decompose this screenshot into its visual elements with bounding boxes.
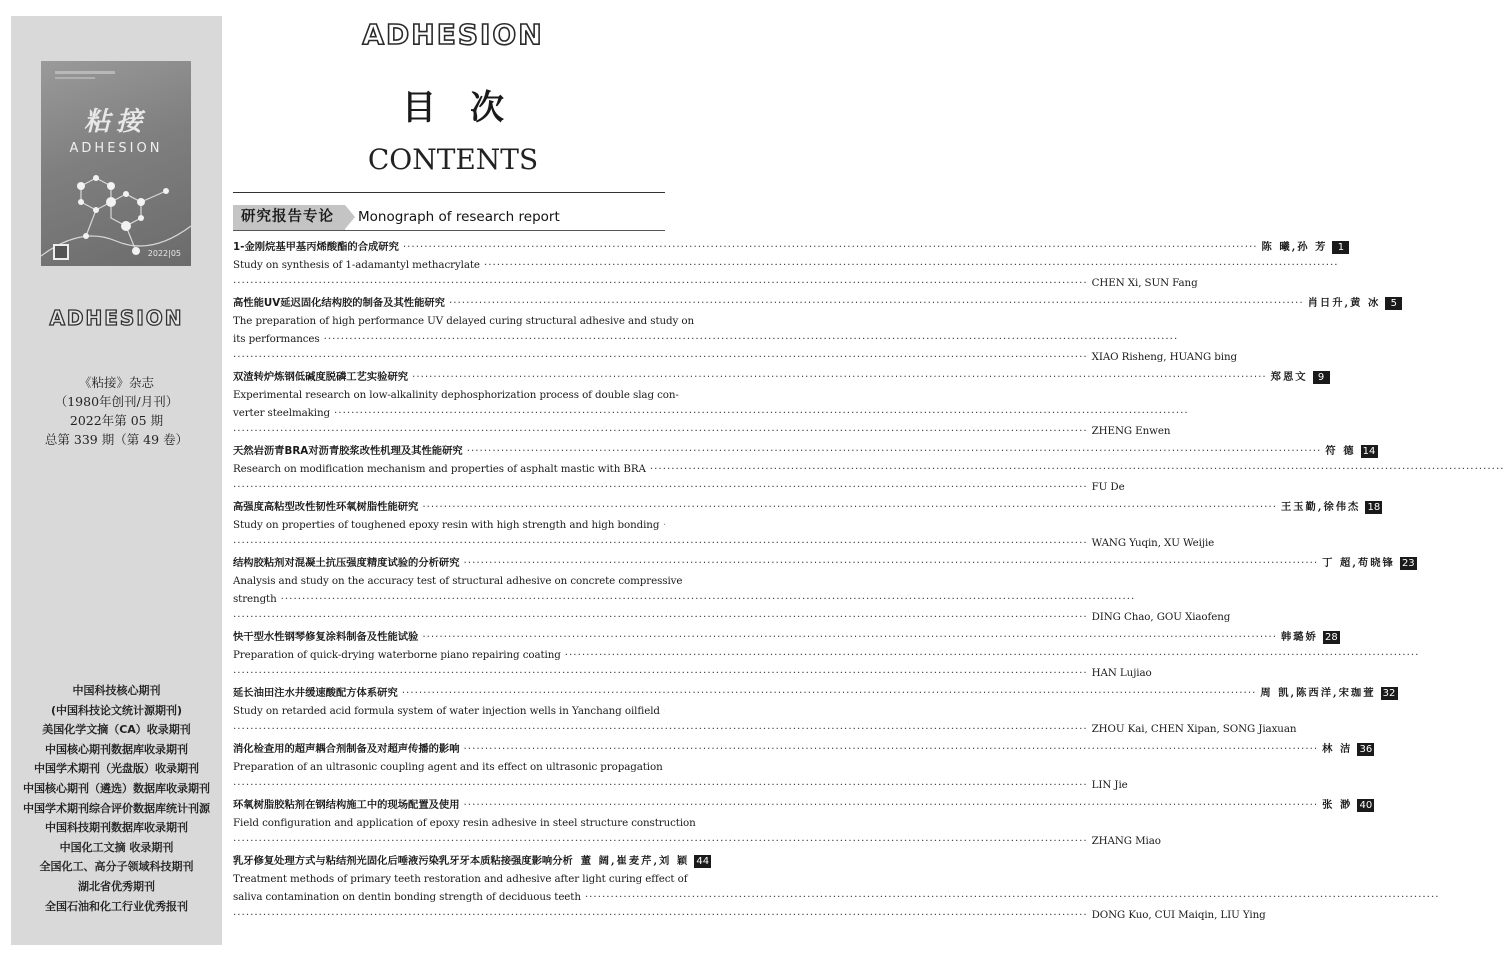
leader-dots: ········································································································································································································ <box>466 445 1322 457</box>
authors-cn: 周 凯,陈西洋,宋珈萱 <box>1260 687 1376 699</box>
index-item: 中国科技核心期刊 <box>72 684 161 697</box>
leader-dots: ········································································································································································································ <box>422 631 1277 643</box>
leader-dots: ········································································································································································································ <box>233 779 1088 791</box>
indexing-list <box>11 681 222 916</box>
article-title-en[interactable]: Study on synthesis of 1-adamantyl methacrylate <box>233 256 484 274</box>
section-arrow <box>345 205 355 229</box>
toc-line-authors-en <box>233 776 1128 794</box>
toc-line-en <box>233 256 1339 274</box>
page-number[interactable]: 1 <box>1332 241 1349 254</box>
article-title-cn[interactable]: 结构胶粘剂对混凝土抗压强度精度试验的分析研究 <box>233 554 464 572</box>
toc-tail <box>1256 684 1397 702</box>
article-title-cn[interactable]: 乳牙修复处理方式与粘结剂光固化后唾液污染乳牙牙本质粘接强度影响分析 <box>233 852 577 870</box>
article-title-en[interactable]: Preparation of an ultrasonic coupling agent and its effect on ultrasonic propagation <box>233 758 667 776</box>
toc-line-en <box>233 572 683 590</box>
leader-dots: ········································································································································································································ <box>233 909 1088 921</box>
toc-line-authors-en <box>233 906 1266 924</box>
toc-line-cn <box>233 684 1396 702</box>
article-title-en[interactable]: Experimental research on low-alkalinity dephosphorization process of double slag con- <box>233 389 679 401</box>
toc-line-cn <box>233 628 1338 646</box>
toc-row <box>233 758 665 776</box>
authors-cn: 张 渺 <box>1322 799 1353 811</box>
leader-dots: ········································································································································································································ <box>463 799 1319 811</box>
article-title-cn[interactable]: 1-金刚烷基甲基丙烯酸酯的合成研究 <box>233 238 403 256</box>
toc-tail <box>1304 294 1403 312</box>
article-title-cn[interactable]: 高性能UV延迟固化结构胶的制备及其性能研究 <box>233 294 449 312</box>
cover-title-en: ADHESION <box>69 141 163 156</box>
leader-dots: ········································································································································································································ <box>323 333 1179 345</box>
toc-line-cn <box>233 796 1373 814</box>
toc-row <box>233 832 1161 850</box>
toc-entry[interactable] <box>233 796 1373 850</box>
leader-dots: ········································································································································································································ <box>649 463 1505 475</box>
authors-en: ZHENG Enwen <box>1088 422 1173 440</box>
toc-row <box>233 852 710 870</box>
toc-tail <box>1321 442 1377 460</box>
toc-entry[interactable] <box>233 238 1345 292</box>
article-title-en[interactable]: strength <box>233 590 281 608</box>
toc-line-authors-en <box>233 274 1198 292</box>
toc-tail <box>1318 796 1374 814</box>
authors-en: ZHANG Miao <box>1088 832 1163 850</box>
article-title-cn[interactable]: 高强度高粘型改性韧性环氧树脂性能研究 <box>233 498 422 516</box>
toc-row <box>233 274 1198 292</box>
toc-row <box>233 684 1396 702</box>
toc-row <box>233 404 1189 422</box>
index-item: 中国科技期刊数据库收录期刊 <box>45 821 188 835</box>
toc-tail <box>1277 498 1382 516</box>
toc-row <box>233 294 1397 312</box>
toc-row <box>233 888 1440 906</box>
journal-info <box>11 373 222 449</box>
toc-line-cn <box>233 294 1397 312</box>
authors-en: XIAO Risheng, HUANG bing <box>1088 348 1239 366</box>
article-title-en[interactable]: Preparation of quick-drying waterborne piano repairing coating <box>233 646 565 664</box>
article-title-en[interactable]: Analysis and study on the accuracy test of structural adhesive on concrete compressive <box>233 575 683 587</box>
leader-dots: ········································································································································································································ <box>412 371 1267 383</box>
toc-row <box>233 554 1415 572</box>
toc-line-en <box>233 888 1440 906</box>
leader-dots: ········································································································································································································ <box>233 425 1088 437</box>
toc-list <box>233 238 1505 926</box>
leader-dots: ········································································································································································································ <box>233 611 1088 623</box>
page-number[interactable]: 23 <box>1400 557 1417 570</box>
leader-dots: ········································································································································································································ <box>401 687 1257 699</box>
toc-row <box>233 368 1325 386</box>
article-title-en[interactable]: verter steelmaking <box>233 404 334 422</box>
toc-line-authors-en <box>233 720 1297 738</box>
leader-dots: ········································································································································································································ <box>448 297 1304 309</box>
toc-tail <box>1267 368 1330 386</box>
leader-dots: ········································································································································································································ <box>334 407 1189 419</box>
toc-row <box>233 906 1266 924</box>
article-title-en[interactable]: Field configuration and application of epoxy resin adhesive in steel structure construction <box>233 814 700 832</box>
authors-en: WANG Yuqin, XU Weijie <box>1088 534 1217 552</box>
page-number[interactable]: 44 <box>694 855 711 868</box>
authors-en: ZHOU Kai, CHEN Xipan, SONG Jiaxuan <box>1088 720 1299 738</box>
toc-line-cn <box>233 368 1325 386</box>
leader-dots: ········································································································································································································ <box>584 891 1440 903</box>
toc-row <box>233 348 1237 366</box>
leader-dots: ········································································································································································································ <box>233 667 1088 679</box>
toc-line-authors-en <box>233 534 1215 552</box>
toc-entry[interactable] <box>233 498 1381 552</box>
toc-row <box>233 796 1373 814</box>
toc-row <box>233 720 1297 738</box>
article-title-cn[interactable]: 环氧树脂胶粘剂在钢结构施工中的现场配置及使用 <box>233 796 464 814</box>
toc-row <box>233 498 1381 516</box>
leader-dots: ········································································································································································································ <box>233 537 1088 549</box>
toc-line-cn <box>233 852 710 870</box>
sidebar-logo: ADHESION <box>49 306 184 330</box>
qr-code-icon <box>53 244 69 260</box>
toc-line-en <box>233 814 696 832</box>
leader-dots: ········································································································································································································ <box>463 557 1319 569</box>
toc-line-en <box>233 330 1179 348</box>
toc-row <box>233 702 665 720</box>
article-title-en[interactable]: its performances <box>233 330 324 348</box>
article-title-cn[interactable]: 消化检查用的超声耦合剂制备及对超声传播的影响 <box>233 740 464 758</box>
section-header <box>233 205 665 230</box>
article-title-cn[interactable]: 快干型水性钢琴修复涂料制备及性能试验 <box>233 628 422 646</box>
authors-cn: 王玉勤,徐伟杰 <box>1280 501 1361 513</box>
leader-dots: ········································································································································································································ <box>483 259 1339 271</box>
toc-entry[interactable] <box>233 368 1325 440</box>
toc-tail <box>1318 554 1417 572</box>
page-number[interactable]: 40 <box>1357 799 1374 812</box>
toc-line-authors-en <box>233 664 1152 682</box>
toc-line-cn <box>233 238 1345 256</box>
toc-line-cn <box>233 442 1376 460</box>
toc-tail <box>1258 238 1350 256</box>
article-title-en[interactable]: saliva contamination on dentin bonding strength of deciduous teeth <box>233 888 585 906</box>
cover-issue: 2022|05 <box>147 249 181 258</box>
toc-entry[interactable] <box>233 294 1397 366</box>
toc-row <box>233 776 1128 794</box>
toc-line-authors-en <box>233 832 1161 850</box>
toc-line-en <box>233 404 1189 422</box>
authors-cn: 郑恩文 <box>1270 371 1308 383</box>
toc-row <box>233 256 1339 274</box>
authors-cn: 林 洁 <box>1322 743 1353 755</box>
article-title-en[interactable]: Study on retarded acid formula system of water injection wells in Yanchang oilfield <box>233 702 664 720</box>
toc-row <box>233 516 665 534</box>
toc-line-en <box>233 590 1136 608</box>
page-number[interactable]: 32 <box>1381 687 1398 700</box>
toc-line-authors-en <box>233 348 1237 366</box>
leader-dots: ········································································································································································································ <box>280 593 1136 605</box>
toc-line-en <box>233 758 665 776</box>
toc-row <box>233 646 1420 664</box>
authors-cn: 陈 曦,孙 芳 <box>1261 241 1328 253</box>
toc-row <box>233 442 1376 460</box>
toc-row <box>233 664 1152 682</box>
toc-entry[interactable] <box>233 554 1415 626</box>
section-title-en: Monograph of research report <box>358 209 560 225</box>
toc-row <box>233 478 1125 496</box>
authors-cn: 肖日升,黄 冰 <box>1307 297 1381 309</box>
leader-dots: ········································································································································································································ <box>402 241 1258 253</box>
toc-row <box>233 422 1171 440</box>
cover-image[interactable] <box>41 61 191 266</box>
authors-cn: 韩璐娇 <box>1280 631 1318 643</box>
section-divider <box>233 230 665 231</box>
page-number[interactable]: 9 <box>1313 371 1330 384</box>
leader-dots <box>664 702 665 720</box>
index-item: 中国核心期刊（遴选）数据库收录期刊 <box>23 781 210 795</box>
toc-row <box>233 814 696 832</box>
index-item: 中国化工文摘 收录期刊 <box>59 840 174 854</box>
toc-entry[interactable] <box>233 740 1373 794</box>
toc-entry[interactable] <box>233 852 1440 924</box>
article-title-en[interactable]: Study on properties of toughened epoxy resin with high strength and high bonding <box>233 516 663 534</box>
toc-line-cn <box>233 498 1381 516</box>
index-item: 湖北省优秀期刊 <box>78 879 155 893</box>
leader-dots <box>663 516 665 534</box>
toc-line-authors-en <box>233 422 1171 440</box>
page-number[interactable]: 18 <box>1365 501 1382 514</box>
index-item: 中国学术期刊（光盘版）收录期刊 <box>34 762 199 776</box>
toc-tail <box>577 852 711 870</box>
toc-row <box>233 330 1179 348</box>
toc-entry[interactable] <box>233 628 1420 682</box>
authors-en: CHEN Xi, SUN Fang <box>1088 274 1200 292</box>
toc-line-en <box>233 460 1505 478</box>
journal-volume: 总第 339 期（第 49 卷） <box>44 432 189 447</box>
authors-cn: 丁 超,苟晓锋 <box>1322 557 1395 569</box>
toc-tail <box>1277 628 1340 646</box>
toc-line-authors-en <box>233 478 1125 496</box>
authors-en: DONG Kuo, CUI Maiqin, LIU Ying <box>1088 906 1268 924</box>
index-item: 全国石油和化工行业优秀报刊 <box>45 899 188 913</box>
leader-dots: ········································································································································································································ <box>233 835 1088 847</box>
index-item: (中国科技论文统计源期刊) <box>50 703 183 717</box>
article-title-cn[interactable]: 天然岩沥青BRA对沥青胶浆改性机理及其性能研究 <box>233 442 467 460</box>
toc-row <box>233 460 1505 478</box>
toc-row <box>233 608 1231 626</box>
toc-entry[interactable] <box>233 442 1505 496</box>
index-item: 美国化学文摘（CA）收录期刊 <box>42 723 191 737</box>
divider <box>233 192 665 193</box>
leader-dots: ········································································································································································································ <box>233 351 1088 363</box>
leader-dots: ········································································································································································································ <box>233 723 1088 735</box>
toc-entry[interactable] <box>233 684 1396 738</box>
index-item: 中国核心期刊数据库收录期刊 <box>45 742 188 756</box>
leader-dots: ········································································································································································································ <box>233 277 1088 289</box>
article-title-en[interactable]: Treatment methods of primary teeth restoration and adhesive after light curing effect of <box>233 873 688 885</box>
toc-row <box>233 590 1136 608</box>
toc-line-en <box>233 516 665 534</box>
toc-row <box>233 534 1215 552</box>
page-number[interactable]: 5 <box>1385 297 1402 310</box>
page-number[interactable]: 36 <box>1357 743 1374 756</box>
article-title-cn[interactable]: 延长油田注水井缓速酸配方体系研究 <box>233 684 402 702</box>
toc-row <box>233 740 1373 758</box>
authors-en: FU De <box>1088 478 1127 496</box>
leader-dots: ········································································································································································································ <box>422 501 1277 513</box>
left-sidebar <box>11 16 222 945</box>
article-title-en[interactable]: The preparation of high performance UV delayed curing structural adhesive and study on <box>233 315 695 327</box>
toc-tail <box>1318 740 1374 758</box>
authors-en: HAN Lujiao <box>1088 664 1154 682</box>
article-title-cn[interactable]: 双渣转炉炼钢低碱度脱磷工艺实验研究 <box>233 368 412 386</box>
authors-en: DING Chao, GOU Xiaofeng <box>1088 608 1233 626</box>
toc-line-cn <box>233 554 1415 572</box>
toc-line-en <box>233 702 665 720</box>
authors-en: LIN Jie <box>1088 776 1130 794</box>
section-title-cn: 研究报告专论 <box>233 205 345 230</box>
toc-line-authors-en <box>233 608 1231 626</box>
authors-cn: 董 阔,崔麦芹,刘 颖 <box>580 855 690 867</box>
page-number[interactable]: 14 <box>1361 445 1378 458</box>
article-title-en[interactable]: Research on modification mechanism and properties of asphalt mastic with BRA <box>233 460 650 478</box>
journal-issue: 2022年第 05 期 <box>69 413 164 428</box>
index-item: 全国化工、高分子领域科技期刊 <box>39 860 194 874</box>
journal-logo: ADHESION <box>362 18 544 51</box>
authors-cn: 符 德 <box>1325 445 1356 457</box>
toc-line-cn <box>233 740 1373 758</box>
journal-founded: （1980年创刊/月刊） <box>54 394 179 409</box>
page-number[interactable]: 28 <box>1323 631 1340 644</box>
journal-name: 《粘接》杂志 <box>78 375 154 390</box>
cover-title-cn: 粘接 <box>83 107 148 137</box>
page-title-en: CONTENTS <box>367 143 539 176</box>
toc-line-en <box>233 386 679 404</box>
leader-dots: ········································································································································································································ <box>564 649 1420 661</box>
toc-line-en <box>233 646 1420 664</box>
toc-row <box>233 238 1345 256</box>
toc-row <box>233 628 1338 646</box>
leader-dots: ········································································································································································································ <box>233 481 1088 493</box>
leader-dots: ········································································································································································································ <box>463 743 1319 755</box>
toc-line-en <box>233 312 695 330</box>
toc-line-en <box>233 870 688 888</box>
index-item: 中国学术期刊综合评价数据库统计刊源 <box>23 801 210 815</box>
page-title-cn: 目次 <box>402 88 538 128</box>
